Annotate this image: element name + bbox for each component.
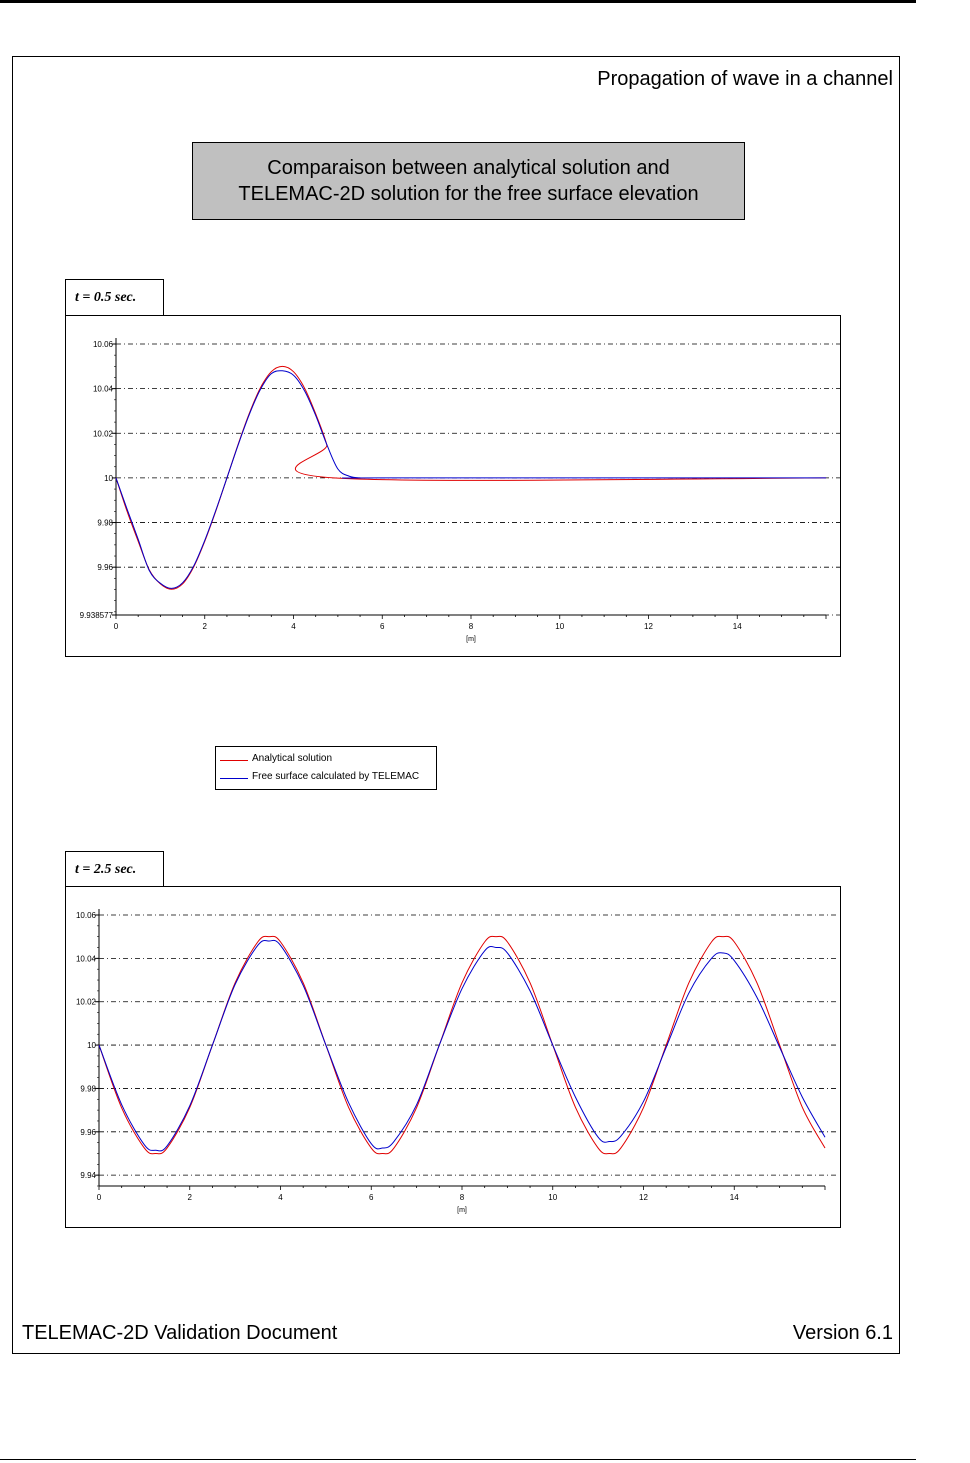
x-tick-label: 0	[96, 1193, 102, 1202]
legend	[215, 746, 437, 790]
x-tick-label: 4	[278, 1193, 283, 1202]
y-tick-label: 10.04	[75, 954, 96, 964]
y-tick-label: 10.02	[75, 997, 96, 1007]
y-tick-label: 9.98	[80, 1084, 96, 1094]
y-tick-label: 9.96	[80, 1127, 96, 1137]
y-tick-label: 10.06	[75, 911, 96, 920]
x-tick-label: 12	[644, 622, 653, 631]
legend-label-telemac: Free surface calculated by TELEMAC	[252, 771, 420, 782]
x-tick-label: 6	[380, 622, 385, 631]
x-tick-label: 2	[202, 622, 207, 631]
legend-swatch-telemac	[220, 778, 248, 779]
plot-border	[66, 316, 841, 657]
x-axis-label: [m]	[457, 1207, 467, 1214]
x-tick-label: 12	[639, 1193, 648, 1202]
y-tick-label: 10.02	[92, 429, 113, 439]
x-tick-label: 8	[468, 622, 474, 631]
y-tick-label: 10	[87, 1041, 96, 1051]
page-title: Propagation of wave in a channel	[597, 68, 893, 90]
y-tick-label: 10.06	[92, 340, 113, 349]
bottom-rule	[0, 1459, 916, 1460]
x-tick-label: 14	[732, 622, 742, 631]
legend-swatch-analytical	[220, 760, 248, 761]
panel-label-t25: t = 2.5 sec.	[65, 851, 164, 887]
plot-t05	[65, 315, 841, 657]
y-tick-label: 10.04	[92, 384, 113, 394]
x-tick-label: 14	[729, 1193, 739, 1202]
caption-line-1: Comparaison between analytical solution and	[267, 157, 670, 179]
caption-line-2: TELEMAC-2D solution for the free surface elevation	[238, 183, 699, 205]
legend-label-analytical: Analytical solution	[252, 753, 333, 764]
y-tick-label: 9.938577	[79, 611, 113, 620]
footer-version: Version 6.1	[792, 1322, 893, 1344]
y-tick-label: 9.96	[97, 563, 113, 573]
footer-document-title: TELEMAC-2D Validation Document	[22, 1322, 338, 1344]
x-axis-label: [m]	[466, 636, 476, 643]
x-tick-label: 0	[113, 622, 119, 631]
plot-t25	[65, 886, 841, 1228]
x-tick-label: 4	[291, 622, 296, 631]
plot-border	[66, 887, 841, 1228]
y-tick-label: 9.98	[97, 518, 113, 528]
x-tick-label: 10	[548, 1193, 558, 1202]
x-tick-label: 2	[187, 1193, 192, 1202]
y-tick-label: 10	[104, 473, 113, 483]
x-tick-label: 10	[555, 622, 565, 631]
figure-caption-banner	[192, 142, 745, 220]
x-tick-label: 8	[459, 1193, 465, 1202]
x-tick-label: 6	[369, 1193, 374, 1202]
y-tick-label: 9.94	[80, 1171, 96, 1181]
panel-label-t05: t = 0.5 sec.	[65, 279, 164, 315]
top-rule	[0, 0, 916, 3]
